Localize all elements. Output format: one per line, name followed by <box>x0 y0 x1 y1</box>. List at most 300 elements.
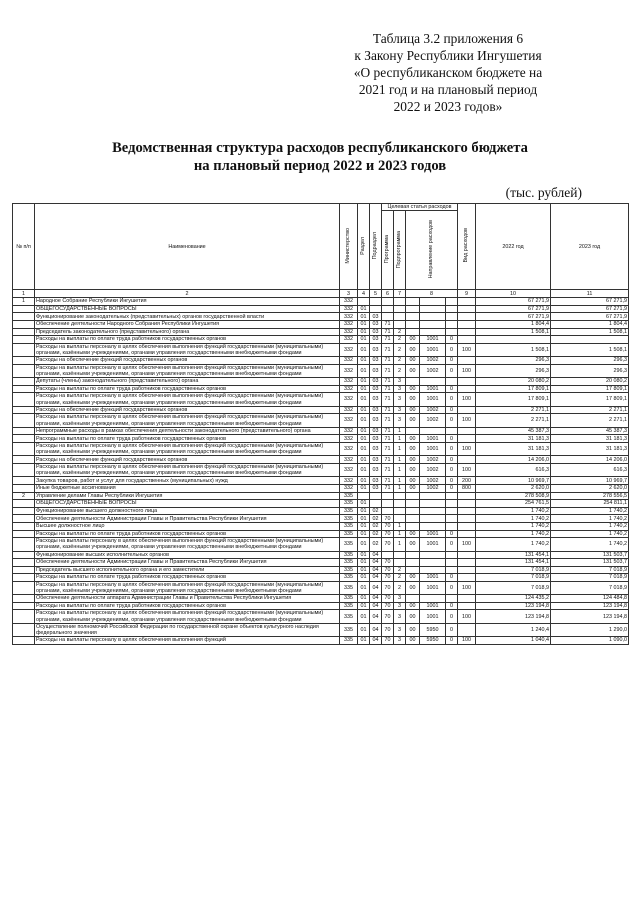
row-num <box>13 463 35 476</box>
row-num <box>13 435 35 443</box>
row-direction-a: 00 <box>406 343 420 356</box>
row-subsection: 03 <box>370 378 382 386</box>
row-direction-c <box>446 522 458 530</box>
row-direction-c <box>446 320 458 328</box>
row-ministry: 335 <box>340 623 358 636</box>
row-subprogram <box>394 551 406 559</box>
col-number: 10 <box>476 290 551 298</box>
row-value-2022: 10 969,7 <box>476 477 551 485</box>
row-num <box>13 623 35 636</box>
row-subprogram <box>394 515 406 523</box>
row-name: Расходы на выплаты персоналу в целях обеспечения выполнения функций государственными (муниципальными) органами, казёнными учреждениями, органами управления государственными внебюджетными фондами <box>35 414 340 427</box>
row-value-2022: 2 271,1 <box>476 414 551 427</box>
row-ministry: 332 <box>340 414 358 427</box>
row-subprogram: 3 <box>394 610 406 623</box>
row-num <box>13 484 35 492</box>
row-name: Расходы на выплаты по оплате труда работников государственных органов <box>35 602 340 610</box>
col-number: 3 <box>340 290 358 298</box>
appendix-line: к Закону Республики Ингушетия <box>354 48 542 63</box>
row-program: 70 <box>382 623 394 636</box>
row-subprogram: 1 <box>394 522 406 530</box>
row-direction-c <box>446 305 458 313</box>
row-section: 01 <box>358 406 370 414</box>
row-program <box>382 298 394 306</box>
row-direction-b <box>420 328 446 336</box>
row-num <box>13 364 35 377</box>
row-value-2023: 7 018,9 <box>551 566 629 574</box>
row-name: Обеспечение деятельности Народного Собрания Республики Ингушетия <box>35 320 340 328</box>
row-subsection: 03 <box>370 477 382 485</box>
row-direction-a <box>406 500 420 508</box>
row-subsection: 03 <box>370 364 382 377</box>
row-subsection <box>370 305 382 313</box>
row-program <box>382 551 394 559</box>
row-value-2022: 131 454,1 <box>476 559 551 567</box>
row-direction-c: 0 <box>446 336 458 344</box>
row-value-2022: 67 271,9 <box>476 298 551 306</box>
row-section: 01 <box>358 328 370 336</box>
row-subsection: 02 <box>370 530 382 538</box>
row-value-2022: 1 740,2 <box>476 530 551 538</box>
row-subprogram <box>394 559 406 567</box>
row-expense-type <box>458 406 476 414</box>
row-subprogram <box>394 500 406 508</box>
row-subprogram <box>394 507 406 515</box>
row-ministry: 332 <box>340 305 358 313</box>
row-expense-type: 100 <box>458 637 476 645</box>
row-subsection: 04 <box>370 637 382 645</box>
row-subsection: 04 <box>370 602 382 610</box>
title-line-2: на плановый период 2022 и 2023 годов <box>193 158 447 174</box>
row-expense-type <box>458 385 476 393</box>
table-row <box>13 500 629 508</box>
row-name: Расходы на выплаты персоналу в целях обеспечения выполнения функций государственными (муниципальными) органами, казёнными учреждениями, органами управления государственными внебюджетными фондами <box>35 538 340 551</box>
header-2022: 2022 год <box>476 204 551 290</box>
row-direction-a: 00 <box>406 484 420 492</box>
row-value-2022: 14 206,0 <box>476 456 551 464</box>
row-num <box>13 343 35 356</box>
row-subprogram: 2 <box>394 574 406 582</box>
row-direction-a <box>406 551 420 559</box>
row-section: 01 <box>358 378 370 386</box>
row-direction-a <box>406 559 420 567</box>
row-direction-a: 00 <box>406 581 420 594</box>
row-ministry: 335 <box>340 538 358 551</box>
table-row <box>13 305 629 313</box>
row-direction-c: 0 <box>446 393 458 406</box>
row-subsection: 03 <box>370 313 382 321</box>
row-name: Председатель законодательного (представительного) органа <box>35 328 340 336</box>
row-program: 71 <box>382 406 394 414</box>
row-num <box>13 522 35 530</box>
row-subsection: 02 <box>370 538 382 551</box>
row-direction-a: 00 <box>406 637 420 645</box>
row-expense-type <box>458 595 476 603</box>
row-value-2022: 296,3 <box>476 364 551 377</box>
units-label: (тыс. рублей) <box>505 185 582 200</box>
row-name: Расходы на выплаты по оплате труда работников государственных органов <box>35 530 340 538</box>
row-direction-a <box>406 595 420 603</box>
row-program: 71 <box>382 357 394 365</box>
row-num <box>13 378 35 386</box>
col-number: 5 <box>370 290 382 298</box>
row-ministry: 332 <box>340 320 358 328</box>
row-section: 01 <box>358 442 370 455</box>
row-num <box>13 637 35 645</box>
row-name: Функционирование высшего должностного лица <box>35 507 340 515</box>
row-ministry: 335 <box>340 515 358 523</box>
table-row <box>13 414 629 427</box>
table-row <box>13 378 629 386</box>
row-value-2022: 1 804,4 <box>476 320 551 328</box>
row-subsection: 02 <box>370 507 382 515</box>
row-subsection: 03 <box>370 406 382 414</box>
row-section: 01 <box>358 414 370 427</box>
row-value-2023: 123 194,8 <box>551 602 629 610</box>
row-subprogram: 3 <box>394 385 406 393</box>
row-subprogram <box>394 305 406 313</box>
row-num <box>13 581 35 594</box>
row-direction-a <box>406 566 420 574</box>
row-value-2023: 17 809,1 <box>551 393 629 406</box>
appendix-header <box>318 30 578 115</box>
row-direction-c: 0 <box>446 484 458 492</box>
row-name: Народное Собрание Республики Ингушетия <box>35 298 340 306</box>
row-subsection: 04 <box>370 566 382 574</box>
row-subprogram: 3 <box>394 378 406 386</box>
row-subsection: 04 <box>370 623 382 636</box>
row-direction-a: 00 <box>406 456 420 464</box>
row-subsection: 04 <box>370 610 382 623</box>
row-value-2023: 67 271,9 <box>551 305 629 313</box>
row-ministry: 332 <box>340 484 358 492</box>
table-row <box>13 313 629 321</box>
row-value-2023: 31 181,3 <box>551 442 629 455</box>
row-ministry: 335 <box>340 637 358 645</box>
row-section: 01 <box>358 595 370 603</box>
row-name: Расходы на выплаты персоналу в целях обеспечения выполнения функций государственными (муниципальными) органами, казёнными учреждениями, органами управления государственными внебюджетными фондами <box>35 581 340 594</box>
table-row <box>13 637 629 645</box>
row-direction-a: 00 <box>406 406 420 414</box>
row-subprogram: 2 <box>394 364 406 377</box>
row-subprogram: 3 <box>394 637 406 645</box>
row-subprogram: 2 <box>394 336 406 344</box>
row-direction-c: 0 <box>446 343 458 356</box>
row-subsection: 04 <box>370 574 382 582</box>
row-program: 70 <box>382 610 394 623</box>
header-num: № п/п <box>13 204 35 290</box>
row-name: Иные бюджетные ассигнования <box>35 484 340 492</box>
row-value-2022: 1 740,2 <box>476 522 551 530</box>
row-program <box>382 305 394 313</box>
row-direction-a: 00 <box>406 336 420 344</box>
row-num <box>13 313 35 321</box>
row-direction-b: 1001 <box>420 538 446 551</box>
row-section: 01 <box>358 313 370 321</box>
row-program: 71 <box>382 427 394 435</box>
table-row <box>13 507 629 515</box>
row-name: Расходы на обеспечение функций государственных органов <box>35 456 340 464</box>
row-value-2022: 7 018,9 <box>476 581 551 594</box>
row-num <box>13 602 35 610</box>
row-value-2022: 45 387,3 <box>476 427 551 435</box>
row-subprogram: 2 <box>394 581 406 594</box>
row-num <box>13 393 35 406</box>
row-value-2023: 1 804,4 <box>551 320 629 328</box>
row-value-2023: 131 503,7 <box>551 551 629 559</box>
row-direction-b <box>420 427 446 435</box>
row-name: Расходы на выплаты персоналу в целях обеспечения выполнения функций государственными (муниципальными) органами, казёнными учреждениями, органами управления государственными внебюджетными фондами <box>35 463 340 476</box>
row-expense-type <box>458 336 476 344</box>
row-direction-a: 00 <box>406 574 420 582</box>
header-section: Раздел <box>358 204 370 290</box>
row-direction-a: 00 <box>406 610 420 623</box>
row-value-2023: 1 090,0 <box>551 637 629 645</box>
header-ministry: Министерство <box>340 204 358 290</box>
row-direction-b: 1001 <box>420 343 446 356</box>
row-ministry: 335 <box>340 530 358 538</box>
row-subprogram: 1 <box>394 538 406 551</box>
row-value-2022: 20 080,2 <box>476 378 551 386</box>
row-expense-type <box>458 515 476 523</box>
row-expense-type <box>458 602 476 610</box>
table-row <box>13 298 629 306</box>
row-program: 70 <box>382 637 394 645</box>
row-ministry: 335 <box>340 595 358 603</box>
row-subsection <box>370 492 382 500</box>
row-direction-b: 5950 <box>420 637 446 645</box>
row-subsection: 03 <box>370 320 382 328</box>
row-ministry: 332 <box>340 393 358 406</box>
row-expense-type <box>458 566 476 574</box>
document-title <box>0 139 640 175</box>
row-direction-b <box>420 378 446 386</box>
row-direction-b <box>420 313 446 321</box>
row-ministry: 335 <box>340 581 358 594</box>
row-program: 71 <box>382 378 394 386</box>
row-direction-a <box>406 328 420 336</box>
row-subsection: 03 <box>370 442 382 455</box>
row-value-2023: 2 271,1 <box>551 414 629 427</box>
row-expense-type <box>458 427 476 435</box>
row-direction-c: 0 <box>446 581 458 594</box>
row-program: 70 <box>382 559 394 567</box>
row-num <box>13 477 35 485</box>
row-expense-type <box>458 507 476 515</box>
row-subsection <box>370 298 382 306</box>
row-subprogram <box>394 320 406 328</box>
row-ministry: 335 <box>340 522 358 530</box>
row-num <box>13 456 35 464</box>
row-direction-c: 0 <box>446 602 458 610</box>
row-program: 71 <box>382 463 394 476</box>
table-row <box>13 364 629 377</box>
row-direction-b: 1002 <box>420 477 446 485</box>
row-value-2023: 1 508,1 <box>551 343 629 356</box>
row-direction-a: 00 <box>406 442 420 455</box>
header-name: Наименование <box>35 204 340 290</box>
row-subprogram: 3 <box>394 602 406 610</box>
row-expense-type <box>458 530 476 538</box>
table-row <box>13 530 629 538</box>
col-number: 4 <box>358 290 370 298</box>
row-subsection: 03 <box>370 328 382 336</box>
row-section: 01 <box>358 566 370 574</box>
table-row <box>13 442 629 455</box>
row-expense-type <box>458 305 476 313</box>
row-value-2022: 67 271,9 <box>476 313 551 321</box>
row-section: 01 <box>358 610 370 623</box>
row-name: Обеспечение деятельности Администрации Главы и Правительства Республики Ингушетия <box>35 559 340 567</box>
row-direction-c: 0 <box>446 463 458 476</box>
row-name: Обеспечение деятельности Администрации Главы и Правительства Республики Ингушетия <box>35 515 340 523</box>
row-expense-type: 100 <box>458 581 476 594</box>
row-value-2022: 1 240,4 <box>476 623 551 636</box>
row-program: 71 <box>382 393 394 406</box>
row-name: ОБЩЕГОСУДАРСТВЕННЫЕ ВОПРОСЫ <box>35 500 340 508</box>
row-subprogram: 2 <box>394 343 406 356</box>
row-subsection: 04 <box>370 581 382 594</box>
col-number: 8 <box>406 290 458 298</box>
row-expense-type <box>458 456 476 464</box>
row-value-2022: 254 761,5 <box>476 500 551 508</box>
row-direction-a <box>406 378 420 386</box>
row-section: 01 <box>358 456 370 464</box>
row-name: Расходы на обеспечение функций государственных органов <box>35 406 340 414</box>
row-ministry: 332 <box>340 456 358 464</box>
col-number: 2 <box>35 290 340 298</box>
row-section: 01 <box>358 463 370 476</box>
row-subprogram: 1 <box>394 442 406 455</box>
row-expense-type <box>458 551 476 559</box>
row-section <box>358 492 370 500</box>
row-program: 70 <box>382 522 394 530</box>
row-subprogram: 1 <box>394 477 406 485</box>
row-direction-b <box>420 320 446 328</box>
row-direction-c: 0 <box>446 406 458 414</box>
row-direction-a: 00 <box>406 393 420 406</box>
row-num <box>13 610 35 623</box>
row-direction-c <box>446 500 458 508</box>
row-expense-type: 100 <box>458 364 476 377</box>
row-num <box>13 551 35 559</box>
row-value-2023: 1 740,2 <box>551 507 629 515</box>
row-ministry: 332 <box>340 336 358 344</box>
table-row <box>13 595 629 603</box>
row-section: 01 <box>358 427 370 435</box>
row-direction-a: 00 <box>406 357 420 365</box>
budget-table <box>12 203 629 645</box>
table-row <box>13 602 629 610</box>
row-subsection: 03 <box>370 463 382 476</box>
row-program: 71 <box>382 320 394 328</box>
appendix-line: 2021 год и на плановый период <box>358 82 538 97</box>
row-direction-a <box>406 522 420 530</box>
row-value-2023: 131 503,7 <box>551 559 629 567</box>
row-value-2023: 296,3 <box>551 364 629 377</box>
row-num <box>13 328 35 336</box>
table-row <box>13 623 629 636</box>
row-subprogram <box>394 313 406 321</box>
row-subsection: 03 <box>370 427 382 435</box>
row-subsection: 03 <box>370 484 382 492</box>
row-direction-c <box>446 566 458 574</box>
row-direction-c: 0 <box>446 385 458 393</box>
row-subprogram: 1 <box>394 463 406 476</box>
row-section: 01 <box>358 320 370 328</box>
row-direction-b: 1002 <box>420 357 446 365</box>
col-number: 11 <box>551 290 629 298</box>
header-target-group: Целевая статья расходов <box>382 204 458 211</box>
row-num <box>13 442 35 455</box>
row-direction-a: 00 <box>406 602 420 610</box>
col-number: 9 <box>458 290 476 298</box>
row-subsection: 02 <box>370 515 382 523</box>
table-row <box>13 515 629 523</box>
row-direction-a <box>406 427 420 435</box>
row-program: 71 <box>382 364 394 377</box>
row-direction-b <box>420 507 446 515</box>
row-ministry: 332 <box>340 378 358 386</box>
row-section: 01 <box>358 574 370 582</box>
row-program: 71 <box>382 343 394 356</box>
row-num <box>13 414 35 427</box>
row-program: 70 <box>382 530 394 538</box>
row-expense-type: 100 <box>458 414 476 427</box>
row-section: 01 <box>358 357 370 365</box>
table-row <box>13 435 629 443</box>
header-subsection: Подраздел <box>370 204 382 290</box>
row-direction-a <box>406 515 420 523</box>
row-direction-b <box>420 595 446 603</box>
row-value-2023: 20 080,2 <box>551 378 629 386</box>
row-expense-type <box>458 328 476 336</box>
row-direction-a <box>406 492 420 500</box>
row-expense-type <box>458 492 476 500</box>
table-row <box>13 393 629 406</box>
row-name: ОБЩЕГОСУДАРСТВЕННЫЕ ВОПРОСЫ <box>35 305 340 313</box>
row-value-2023: 67 271,9 <box>551 298 629 306</box>
row-name: Расходы на выплаты персоналу в целях обеспечения выполнения функций государственными (муниципальными) органами, казёнными учреждениями, органами управления государственными внебюджетными фондами <box>35 442 340 455</box>
row-value-2022: 31 181,3 <box>476 435 551 443</box>
row-direction-c: 0 <box>446 435 458 443</box>
row-direction-c: 0 <box>446 442 458 455</box>
row-value-2023: 278 556,5 <box>551 492 629 500</box>
row-section: 01 <box>358 364 370 377</box>
row-ministry: 332 <box>340 364 358 377</box>
row-value-2023: 1 740,2 <box>551 522 629 530</box>
row-subprogram: 3 <box>394 595 406 603</box>
row-direction-b <box>420 559 446 567</box>
row-ministry: 332 <box>340 328 358 336</box>
row-direction-c <box>446 313 458 321</box>
table-row <box>13 456 629 464</box>
row-section: 01 <box>358 581 370 594</box>
table-row <box>13 559 629 567</box>
row-name: Расходы на выплаты персоналу в целях обеспечения выполнения функций государственными (муниципальными) органами, казёнными учреждениями, органами управления государственными внебюджетными фондами <box>35 393 340 406</box>
table-row <box>13 406 629 414</box>
row-value-2023: 17 809,1 <box>551 385 629 393</box>
row-name: Высшее должностное лицо <box>35 522 340 530</box>
row-direction-c <box>446 595 458 603</box>
row-subprogram: 1 <box>394 484 406 492</box>
row-subprogram: 2 <box>394 566 406 574</box>
row-expense-type <box>458 320 476 328</box>
row-value-2022: 17 809,1 <box>476 393 551 406</box>
row-subsection: 03 <box>370 336 382 344</box>
row-name: Обеспечение деятельности аппарата Администрации Главы и Правительства Республики Ингушетия <box>35 595 340 603</box>
row-program: 71 <box>382 385 394 393</box>
